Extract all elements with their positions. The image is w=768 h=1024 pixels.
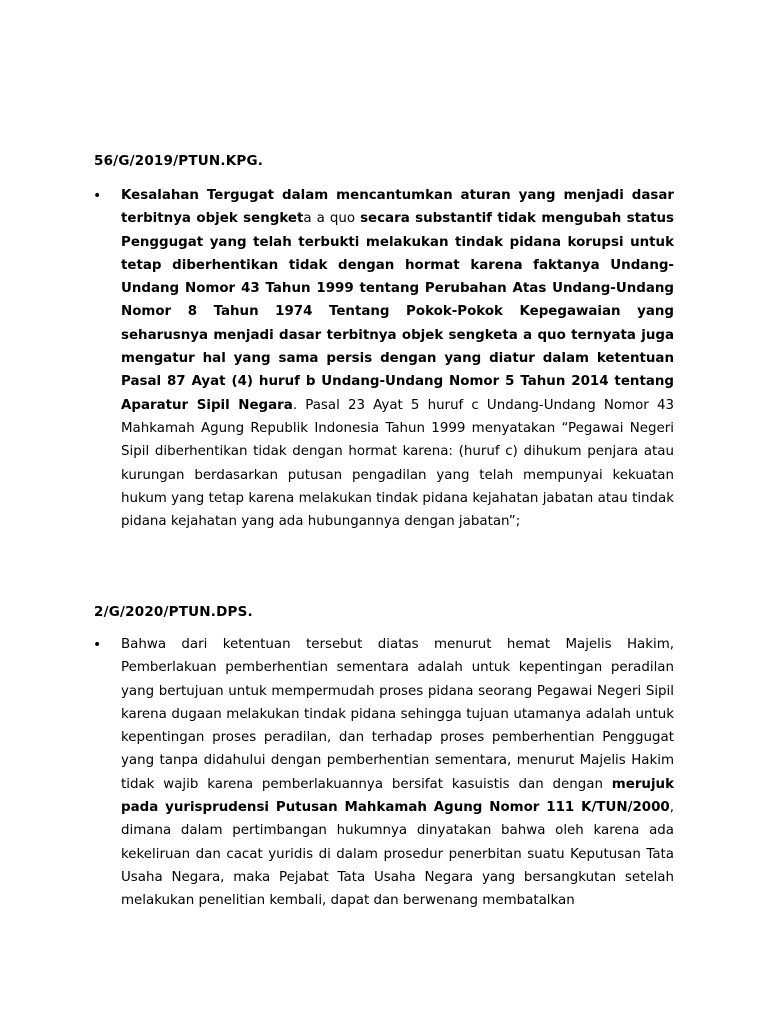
text-run: , dimana dalam pertimbangan hukumnya dinyatakan bahwa oleh karena ada kekeliruan dan cacat yuridis di dalam prosedur penerbitan suatu Keputusan Tata Usaha Negara, maka Pejabat Tata Usaha Negara yang bersangkutan setelah melakukan penelitian kembali, dapat dan berwenang membatalkan (121, 800, 674, 909)
case-number-heading: 56/G/2019/PTUN.KPG. (94, 153, 264, 169)
bullet-marker: • (93, 637, 102, 653)
case-number-heading: 2/G/2020/PTUN.DPS. (94, 604, 253, 620)
text-run: Bahwa dari ketentuan tersebut diatas menurut hemat Majelis Hakim, Pemberlakuan pemberhentian sementara adalah untuk kepentingan peradilan yang bertujuan untuk mempermudah proses pidana seorang Pegawai Negeri Sipil karena dugaan melakukan tindak pidana sehingga tujuan utamanya adalah untuk kepentingan proses peradilan, dan terhadap proses pemberhentian Penggugat yang tanpa didahului dengan pemberhentian sementara, menurut Majelis Hakim tidak wajib karena pemberlakuannya bersifat kasuistis dan dengan (121, 637, 674, 792)
text-run: . Pasal 23 Ayat 5 huruf c Undang-Undang Nomor 43 Mahkamah Agung Republik Indonesia Tahun 1999 menyatakan “Pegawai Negeri Sipil diberhentikan tidak dengan hormat karena: (huruf c) dihukum penjara atau kurungan berdasarkan putusan pengadilan yang telah mempunyai kekuatan hukum yang tetap karena melakukan tindak pidana kejahatan jabatan atau tindak pidana kejahatan yang ada hubungannya dengan jabatan”; (121, 397, 674, 530)
bullet-marker: • (93, 188, 102, 204)
case-summary-paragraph (121, 633, 674, 913)
bold-text-run: secara substantif tidak mengubah status Penggugat yang telah terbukti melakukan tindak pidana korupsi untuk tetap diberhentikan tidak dengan hormat karena faktanya Undang-Undang Nomor 43 Tahun 1999 tentang Perubahan Atas Undang-Undang Nomor 8 Tahun 1974 Tentang Pokok-Pokok Kepegawaian yang seharusnya menjadi dasar terbitnya objek sengketa a quo ternyata juga mengatur hal yang sama persis dengan yang diatur dalam ketentuan Pasal 87 Ayat (4) huruf b Undang-Undang Nomor 5 Tahun 2014 tentang Aparatur Sipil Negara (121, 211, 674, 413)
case-summary-paragraph (121, 184, 674, 533)
text-run: a a quo (303, 211, 361, 227)
bold-text-run: merujuk pada yurisprudensi Putusan Mahkamah Agung Nomor 111 K/TUN/2000 (121, 776, 674, 816)
bold-text-run: Kesalahan Tergugat dalam mencantumkan aturan yang menjadi dasar terbitnya objek sengket (121, 188, 674, 227)
